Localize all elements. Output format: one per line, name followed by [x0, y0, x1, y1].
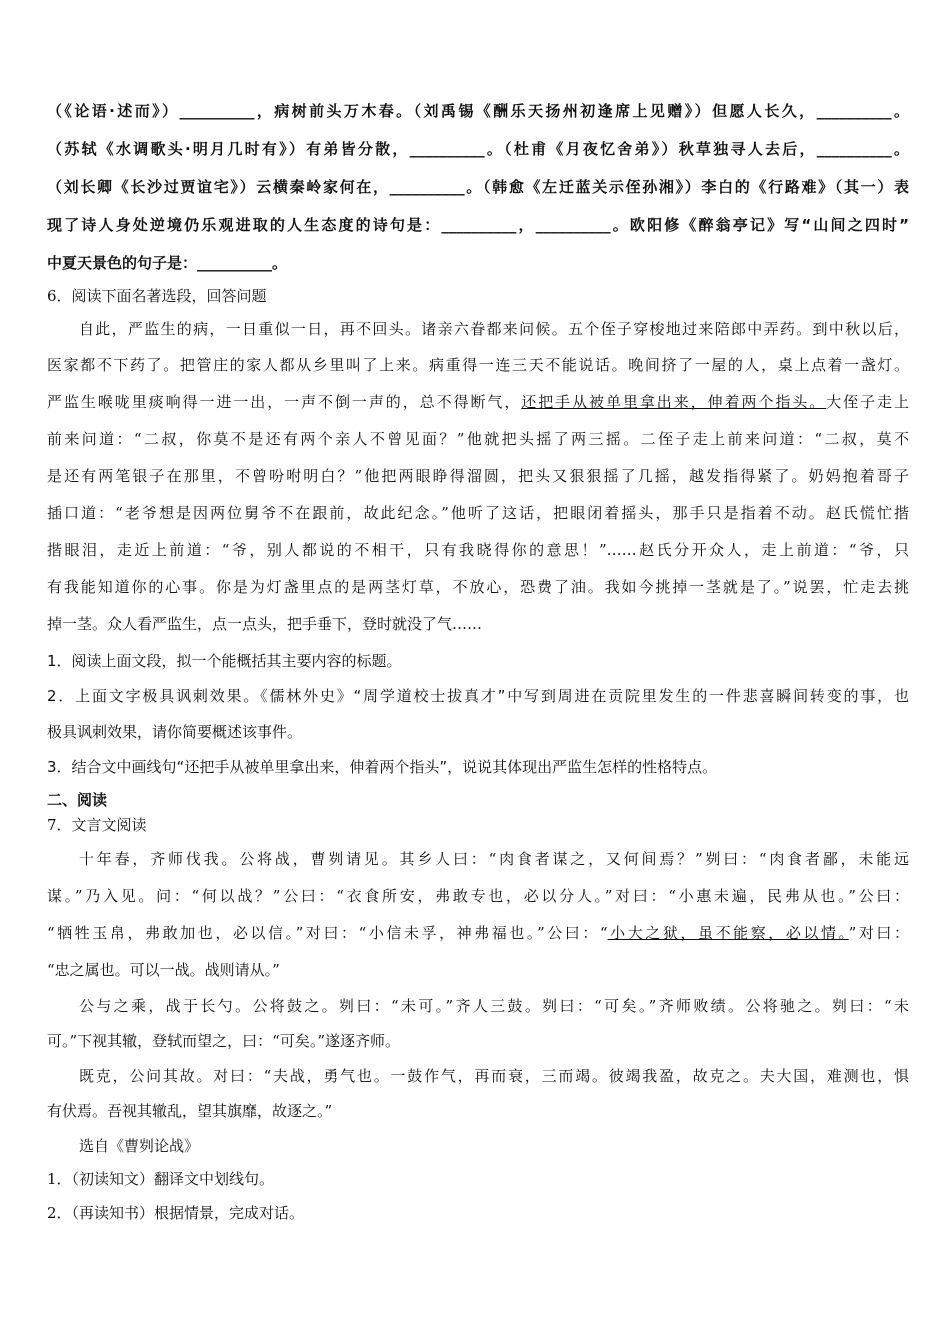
- q6-passage-line-underlined: 严监生喉咙里痰响得一进一出，一声不倒一声的，总不得断气，还把手从被单里拿出来，伸着两个指头。大侄子走上: [47, 393, 909, 411]
- fill-in-line-2: （苏轼《水调歌头·明月几时有》）有弟皆分散，__________。（杜甫《月夜忆舍弟》）秋草独寻人去后，__________。: [47, 140, 909, 158]
- q6-question-1: 1．阅读上面文段，拟一个能概括其主要内容的标题。: [47, 652, 402, 670]
- q7-passage-line: “忠之属也。可以一战。战则请从。”: [47, 961, 280, 979]
- q6-passage-line: 医家都不下药了。把管庄的家人都从乡里叫了上来。病重得一连三天不能说话。晚间挤了一屋的人，桌上点着一盏灯。: [47, 356, 909, 374]
- q7-passage-line: 十年春，齐师伐我。公将战，曹刿请见。其乡人曰：“肉食者谋之，又何间焉？”刿曰：“肉食者鄙，未能远: [79, 850, 909, 868]
- passage-source: 选自《曹刿论战》: [79, 1137, 200, 1155]
- q6-passage-line: 揩眼泪，走近上前道：“爷，别人都说的不相干，只有我晓得你的意思！”……赵氏分开众人，走上前道：“爷，只: [47, 541, 909, 559]
- fill-in-line-4: 现了诗人身处逆境仍乐观进取的人生态度的诗句是：__________，__________。欧阳修《醉翁亭记》写“山间之四时”: [47, 216, 909, 234]
- fill-in-line-3: （刘长卿《长沙过贾谊宅》）云横秦岭家何在，__________。（韩愈《左迁蓝关示侄孙湘》）李白的《行路难》（其一）表: [47, 178, 909, 196]
- q6-question-3: 3．结合文中画线句“还把手从被单里拿出来，伸着两个指头”，说说其体现出严监生怎样的性格特点。: [47, 758, 718, 776]
- q6-question-2: 2．上面文字极具讽刺效果。《儒林外史》“周学道校士拔真才”中写到周进在贡院里发生的一件悲喜瞬间转变的事，也: [47, 687, 909, 705]
- q6-passage-line: 自此，严监生的病，一日重似一日，再不回头。诸亲六眷都来问候。五个侄子穿梭地过来陪郎中弄药。到中秋以后，: [79, 320, 909, 338]
- section-title: 二、阅读: [47, 791, 108, 809]
- q6-passage-line: 掉一茎。众人看严监生，点一点头，把手垂下，登时就没了气……: [47, 615, 483, 633]
- fill-in-line-5: 中夏天景色的句子是：__________。: [47, 254, 288, 272]
- q7-passage-line-underlined: “牺牲玉帛，弗敢加也，必以信。”对曰：“小信未孚，神弗福也。”公曰：“小大之狱，虽不能察，必以情。”对曰：: [47, 924, 909, 942]
- q6-question-2-cont: 极具讽刺效果，请你简要概述该事件。: [47, 723, 303, 741]
- underlined-sentence: 小大之狱，虽不能察，必以情。: [607, 924, 849, 942]
- q7-passage-line: 可。”下视其辙，登轼而望之，曰：“可矣。”遂逐齐师。: [47, 1032, 401, 1050]
- q7-passage-line: 公与之乘，战于长勺。公将鼓之。刿曰：“未可。”齐人三鼓。刿曰：“可矣。”齐师败绩。公将驰之。刿曰：“未: [79, 997, 909, 1015]
- q7-question-1: 1．（初读知文）翻译文中划线句。: [47, 1170, 275, 1188]
- q7-passage-line: 谋。”乃入见。问：“何以战？”公曰：“衣食所安，弗敢专也，必以分人。”对曰：“小惠未遍，民弗从也。”公曰：: [47, 887, 909, 905]
- q7-question-2: 2．（再读知书）根据情景，完成对话。: [47, 1204, 305, 1222]
- q7-passage-line: 既克，公问其故。对曰：“夫战，勇气也。一鼓作气，再而衰，三而竭。彼竭我盈，故克之。夫大国，难测也，惧: [79, 1067, 909, 1085]
- fill-in-line-1: （《论语·述而》）__________，病树前头万木春。（刘禹锡《酬乐天扬州初逢席上见赠》）但愿人长久，__________。: [47, 102, 909, 120]
- q7-heading: 7．文言文阅读: [47, 816, 147, 834]
- q6-passage-line: 有我能知道你的心事。你是为灯盏里点的是两茎灯草，不放心，恐费了油。我如今挑掉一茎就是了。”说罢，忙走去挑: [47, 578, 909, 596]
- q6-passage-line: 插口道：“老爷想是因两位舅爷不在跟前，故此纪念。”他听了这话，把眼闭着摇头，那手只是指着不动。赵氏慌忙揩: [47, 504, 909, 522]
- q6-heading: 6．阅读下面名著选段，回答问题: [47, 287, 267, 305]
- q7-passage-line: 有伏焉。吾视其辙乱，望其旗靡，故逐之。”: [47, 1102, 333, 1120]
- q6-passage-line: 前来问道：“二叔，你莫不是还有两个亲人不曾见面？”他就把头摇了两三摇。二侄子走上前来问道：“二叔，莫不: [47, 430, 909, 448]
- q6-passage-line: 是还有两笔银子在那里，不曾吩咐明白？”他把两眼睁得溜圆，把头又狠狠摇了几摇，越发指得紧了。奶妈抱着哥子: [47, 467, 909, 485]
- underlined-sentence: 还把手从被单里拿出来，伸着两个指头。: [521, 393, 827, 411]
